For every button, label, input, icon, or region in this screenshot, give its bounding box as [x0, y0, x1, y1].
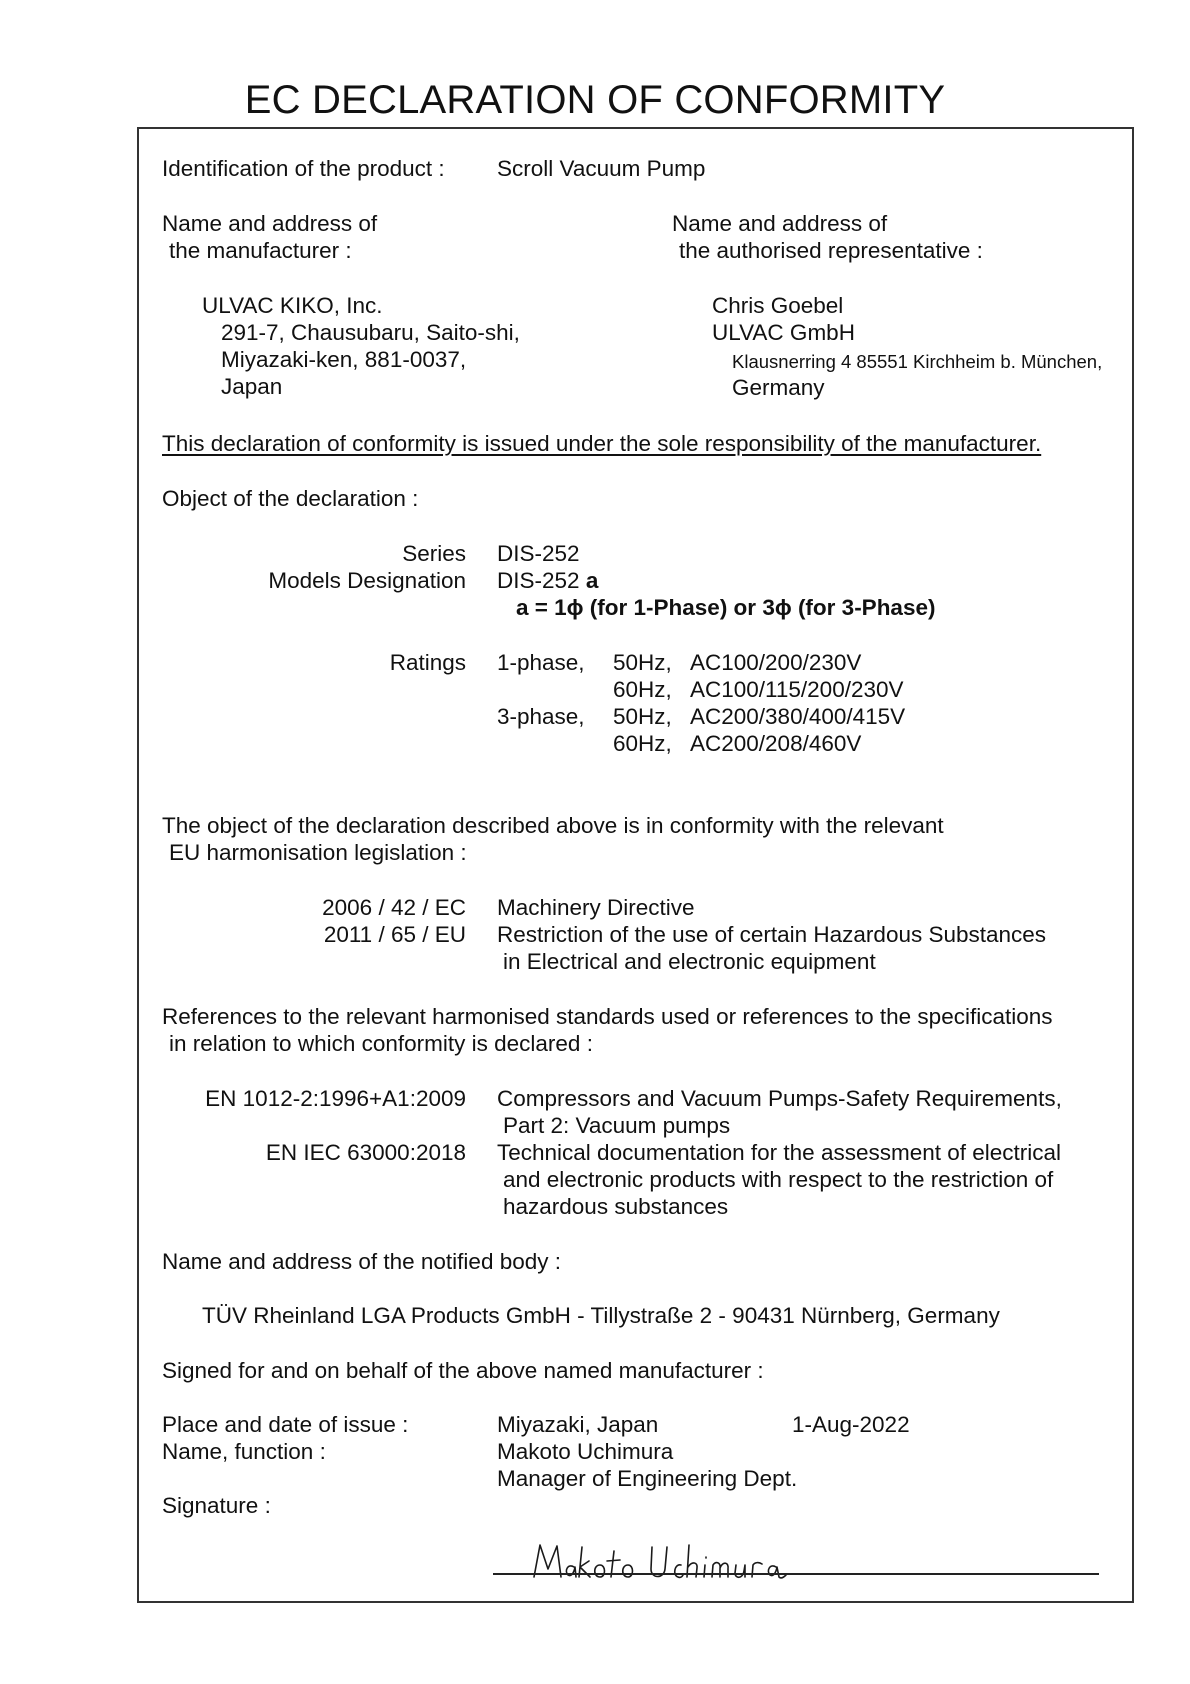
object-label: Object of the declaration :: [162, 486, 419, 511]
identification-label: Identification of the product :: [162, 156, 445, 181]
rating-freq: 50Hz,: [613, 650, 672, 675]
place-value: Miyazaki, Japan: [497, 1412, 659, 1437]
representative-street: Klausnerring 4 85551 Kirchheim b. München,: [732, 351, 1103, 372]
legislation-code: 2011 / 65 / EU: [323, 922, 466, 947]
legislation-intro-line2: EU harmonisation legislation :: [169, 840, 467, 865]
manufacturer-label-line2: the manufacturer :: [169, 238, 352, 263]
standard-title: Technical documentation for the assessment of electrical: [497, 1140, 1062, 1165]
page-title: EC DECLARATION OF CONFORMITY: [244, 78, 946, 122]
rating-voltage: AC200/208/460V: [690, 731, 862, 756]
standard-title-cont: hazardous substances: [503, 1194, 729, 1219]
models-value: DIS-252 a: [497, 568, 599, 593]
handwritten-signature: [530, 1537, 790, 1585]
place-label: Place and date of issue :: [162, 1412, 409, 1437]
name-function-label: Name, function :: [162, 1439, 326, 1464]
models-note: a = 1ϕ (for 1-Phase) or 3ϕ (for 3-Phase): [516, 595, 936, 620]
rating-voltage: AC200/380/400/415V: [690, 704, 906, 729]
ratings-label: Ratings: [389, 650, 466, 675]
rating-phase: 3-phase,: [497, 704, 585, 729]
series-label: Series: [402, 541, 466, 566]
models-suffix: a: [585, 568, 599, 593]
signatory-name: Makoto Uchimura: [497, 1439, 674, 1464]
standard-title: Compressors and Vacuum Pumps-Safety Requirements,: [497, 1086, 1062, 1111]
identification-value: Scroll Vacuum Pump: [497, 156, 706, 181]
signatory-function: Manager of Engineering Dept.: [497, 1466, 798, 1491]
manufacturer-label-line1: Name and address of: [162, 211, 378, 236]
standard-code: EN IEC 63000:2018: [265, 1140, 466, 1165]
manufacturer-address-line2: Miyazaki-ken, 881-0037,: [221, 347, 467, 372]
representative-company: ULVAC GmbH: [712, 320, 855, 345]
signature-label: Signature :: [162, 1493, 271, 1518]
standard-title-cont: and electronic products with respect to the restriction of: [503, 1167, 1054, 1192]
manufacturer-address-line1: 291-7, Chausubaru, Saito-shi,: [221, 320, 520, 345]
representative-person: Chris Goebel: [712, 293, 844, 318]
legislation-intro-line1: The object of the declaration described above is in conformity with the relevant: [162, 813, 944, 838]
rating-voltage: AC100/115/200/230V: [690, 677, 904, 702]
notified-body-value: TÜV Rheinland LGA Products GmbH - Tillystraße 2 - 90431 Nürnberg, Germany: [202, 1303, 1000, 1328]
rating-phase: 1-phase,: [497, 650, 585, 675]
representative-label-line2: the authorised representative :: [679, 238, 983, 263]
standards-intro-line2: in relation to which conformity is declared :: [169, 1031, 593, 1056]
signed-statement: Signed for and on behalf of the above named manufacturer :: [162, 1358, 764, 1383]
representative-label-line1: Name and address of: [672, 211, 888, 236]
legislation-code: 2006 / 42 / EC: [322, 895, 466, 920]
manufacturer-name: ULVAC KIKO, Inc.: [202, 293, 383, 318]
rating-voltage: AC100/200/230V: [690, 650, 862, 675]
standard-title-cont: Part 2: Vacuum pumps: [503, 1113, 731, 1138]
series-value: DIS-252: [497, 541, 580, 566]
manufacturer-address-line3: Japan: [221, 374, 283, 399]
responsibility-statement: This declaration of conformity is issued under the sole responsibility of the manufacturer.: [162, 431, 1042, 456]
legislation-title: Machinery Directive: [497, 895, 695, 920]
rating-freq: 60Hz,: [613, 677, 672, 702]
representative-country: Germany: [732, 375, 825, 400]
standards-intro-line1: References to the relevant harmonised standards used or references to the specifications: [162, 1004, 1053, 1029]
rating-freq: 50Hz,: [613, 704, 672, 729]
rating-freq: 60Hz,: [613, 731, 672, 756]
notified-body-label: Name and address of the notified body :: [162, 1249, 562, 1274]
models-label: Models Designation: [268, 568, 466, 593]
legislation-title-cont: in Electrical and electronic equipment: [503, 949, 876, 974]
signature-line: [493, 1573, 1099, 1575]
issue-date: 1-Aug-2022: [792, 1412, 910, 1437]
legislation-title: Restriction of the use of certain Hazardous Substances: [497, 922, 1047, 947]
standard-code: EN 1012-2:1996+A1:2009: [205, 1086, 466, 1111]
